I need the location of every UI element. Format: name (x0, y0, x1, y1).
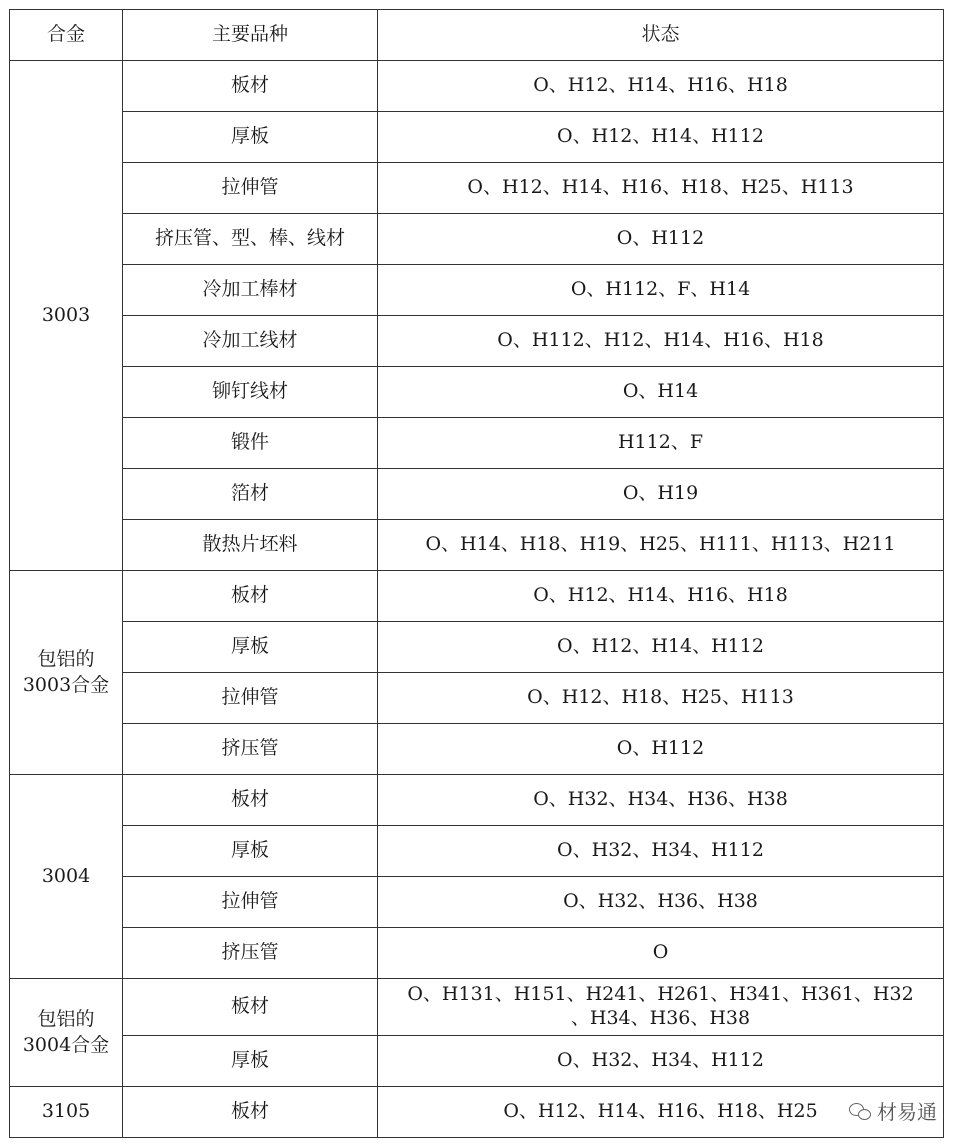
table-row (10, 316, 944, 367)
temper-cell: O、H12、H14、H112 (378, 622, 944, 673)
temper-cell: O、H12、H14、H112 (378, 112, 944, 163)
product-cell: 厚板 (123, 622, 378, 673)
alloy-cell: 3004 (10, 775, 123, 979)
temper-cell: O、H14 (378, 367, 944, 418)
product-cell: 厚板 (123, 112, 378, 163)
header-product: 主要品种 (123, 10, 378, 61)
temper-cell: O、H32、H36、H38 (378, 877, 944, 928)
temper-cell: O、H14、H18、H19、H25、H111、H113、H211 (378, 520, 944, 571)
product-cell: 板材 (123, 571, 378, 622)
temper-cell: O、H12、H18、H25、H113 (378, 673, 944, 724)
temper-cell: H112、F (378, 418, 944, 469)
table-row (10, 979, 944, 1036)
product-cell: 拉伸管 (123, 163, 378, 214)
table-row (10, 112, 944, 163)
table-header-row (10, 10, 944, 61)
product-cell: 挤压管 (123, 928, 378, 979)
table-row (10, 877, 944, 928)
product-cell: 拉伸管 (123, 673, 378, 724)
table-row (10, 673, 944, 724)
product-cell: 板材 (123, 979, 378, 1036)
table-row (10, 367, 944, 418)
watermark (849, 1096, 937, 1125)
temper-cell: O (378, 928, 944, 979)
temper-cell: O、H32、H34、H112 (378, 826, 944, 877)
table-row (10, 775, 944, 826)
header-temper: 状态 (378, 10, 944, 61)
header-alloy: 合金 (10, 10, 123, 61)
temper-cell: O、H12、H14、H16、H18 (378, 571, 944, 622)
alloy-cell: 3105 (10, 1087, 123, 1138)
product-cell: 冷加工线材 (123, 316, 378, 367)
table-row (10, 724, 944, 775)
temper-cell (378, 979, 944, 1036)
alloy-line: 包铝的 (37, 647, 95, 670)
product-cell: 铆钉线材 (123, 367, 378, 418)
product-cell: 挤压管、型、棒、线材 (123, 214, 378, 265)
product-cell: 板材 (123, 775, 378, 826)
temper-cell: O、H12、H14、H16、H18、H25 (378, 1087, 944, 1138)
table-row (10, 214, 944, 265)
product-cell: 厚板 (123, 826, 378, 877)
table-row (10, 418, 944, 469)
table-row (10, 1036, 944, 1087)
temper-cell: O、H12、H14、H16、H18、H25、H113 (378, 163, 944, 214)
product-cell: 板材 (123, 1087, 378, 1138)
alloy-line: 包铝的 (37, 1007, 95, 1030)
product-cell: 挤压管 (123, 724, 378, 775)
temper-cell: O、H112、H12、H14、H16、H18 (378, 316, 944, 367)
alloy-cell (10, 571, 123, 775)
temper-cell: O、H12、H14、H16、H18 (378, 61, 944, 112)
temper-cell: O、H112 (378, 724, 944, 775)
temper-cell: O、H112、F、H14 (378, 265, 944, 316)
temper-line: 、H34、H36、H38 (570, 1007, 751, 1029)
alloy-line: 3003合金 (22, 673, 110, 696)
temper-cell: O、H32、H34、H36、H38 (378, 775, 944, 826)
temper-cell: O、H32、H34、H112 (378, 1036, 944, 1087)
alloy-cell (10, 979, 123, 1087)
alloy-line: 3004合金 (22, 1033, 110, 1056)
temper-cell: O、H112 (378, 214, 944, 265)
table-row (10, 928, 944, 979)
product-cell: 锻件 (123, 418, 378, 469)
temper-table (9, 9, 944, 1138)
table-row (10, 469, 944, 520)
wechat-icon (849, 1102, 871, 1120)
table-row (10, 265, 944, 316)
product-cell: 箔材 (123, 469, 378, 520)
temper-line: O、H131、H151、H241、H261、H341、H361、H32 (407, 983, 914, 1006)
watermark-text: 材易通 (877, 1100, 937, 1124)
product-cell: 拉伸管 (123, 877, 378, 928)
table-row (10, 622, 944, 673)
product-cell: 板材 (123, 61, 378, 112)
table-row (10, 826, 944, 877)
product-cell: 厚板 (123, 1036, 378, 1087)
product-cell: 散热片坯料 (123, 520, 378, 571)
alloy-cell: 3003 (10, 61, 123, 571)
table-row (10, 61, 944, 112)
product-cell: 冷加工棒材 (123, 265, 378, 316)
temper-cell: O、H19 (378, 469, 944, 520)
table-row (10, 1087, 944, 1138)
table-row (10, 520, 944, 571)
table-row (10, 163, 944, 214)
table-row (10, 571, 944, 622)
